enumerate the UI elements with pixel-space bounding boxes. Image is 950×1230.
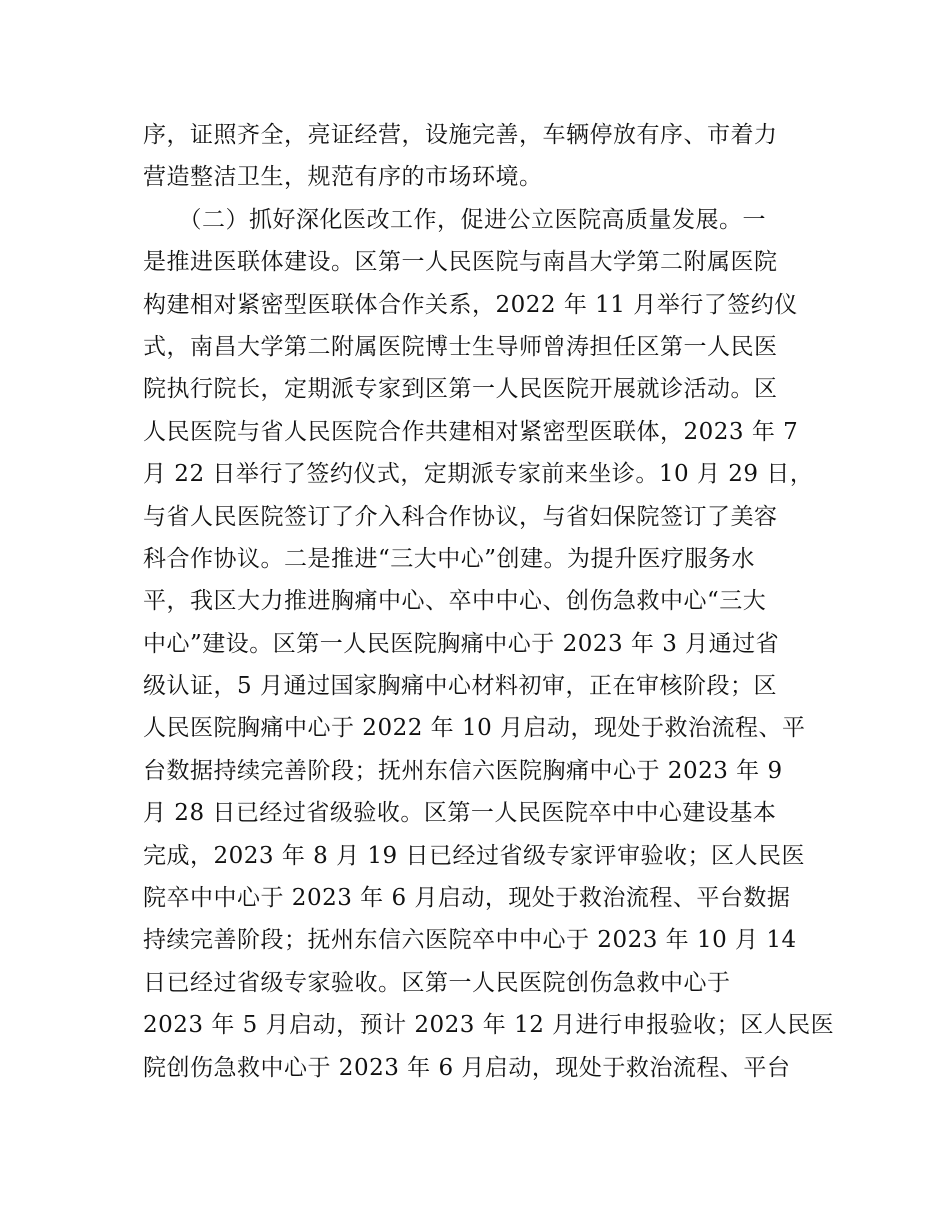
section-heading-line: （二）抓好深化医改工作，促进公立医院高质量发展。一: [143, 206, 766, 233]
text-line: 是推进医联体建设。区第一人民医院与南昌大学第二附属医院: [143, 249, 778, 276]
body-text: [143, 114, 835, 1089]
text-line: 月 22 日举行了签约仪式，定期派专家前来坐诊。10 月 29 日，: [143, 461, 814, 488]
text-line: 科合作协议。二是推进“三大中心”创建。为提升医疗服务水: [143, 545, 756, 572]
text-line: 月 28 日已经过省级验收。区第一人民医院卒中中心建设基本: [143, 800, 777, 827]
text-line: 序，证照齐全，亮证经营，设施完善，车辆停放有序、市着力: [143, 122, 778, 148]
text-line: 院执行院长，定期派专家到区第一人民医院开展就诊活动。区: [143, 376, 778, 403]
text-line: 级认证，5 月通过国家胸痛中心材料初审，正在审核阶段；区: [143, 673, 777, 700]
text-line: 完成，2023 年 8 月 19 日已经过省级专家评审验收；区人民医: [143, 842, 805, 869]
text-line: 平，我区大力推进胸痛中心、卒中中心、创伤急救中心“三大: [143, 588, 767, 615]
text-line: 台数据持续完善阶段；抚州东信六医院胸痛中心于 2023 年 9: [143, 757, 783, 784]
text-line: 人民医院与省人民医院合作共建相对紧密型医联体，2023 年 7: [143, 418, 799, 445]
text-line: 院卒中中心于 2023 年 6 月启动，现处于救治流程、平台数据: [143, 885, 791, 912]
text-line: 2023 年 5 月启动，预计 2023 年 12 月进行申报验收；区人民医: [143, 1012, 835, 1039]
text-line: 式，南昌大学第二附属医院博士生导师曾涛担任区第一人民医: [143, 333, 778, 360]
text-line: 与省人民医院签订了介入科合作协议，与省妇保院签订了美容: [143, 503, 778, 530]
text-line: 院创伤急救中心于 2023 年 6 月启动，现处于救治流程、平台: [143, 1054, 791, 1081]
text-line: 人民医院胸痛中心于 2022 年 10 月启动，现处于救治流程、平: [143, 715, 806, 742]
text-line: 持续完善阶段；抚州东信六医院卒中中心于 2023 年 10 月 14: [143, 927, 797, 954]
text-line: 营造整洁卫生，规范有序的市场环境。: [143, 164, 543, 191]
text-line: 中心”建设。区第一人民医院胸痛中心于 2023 年 3 月通过省: [143, 630, 780, 657]
text-line: 构建相对紧密型医联体合作关系，2022 年 11 月举行了签约仪: [143, 291, 798, 318]
text-line: 日已经过省级专家验收。区第一人民医院创伤急救中心于: [143, 969, 731, 996]
